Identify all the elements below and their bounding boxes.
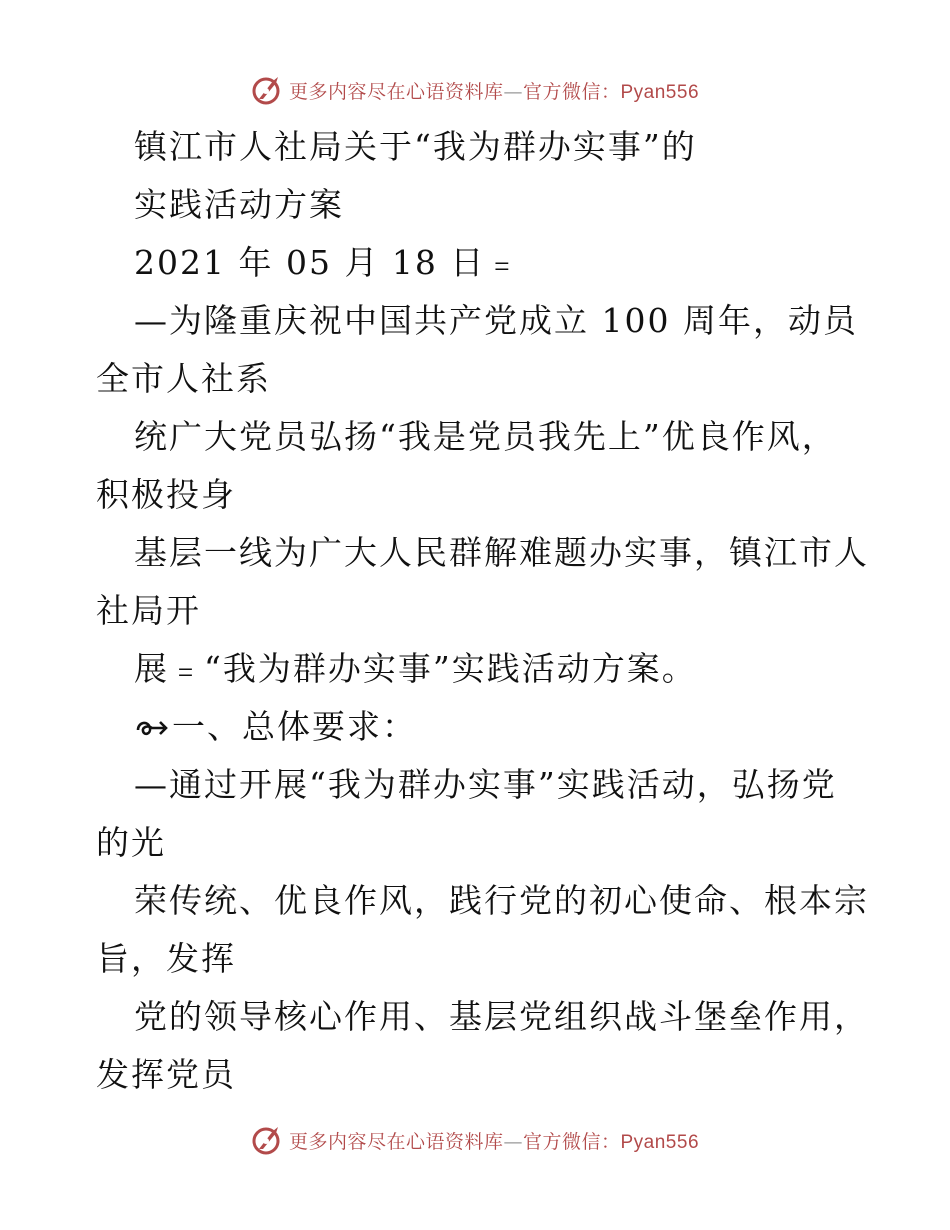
doc-paragraph-line: 社局开 (96, 591, 201, 630)
watermark-wechat-label: 官方微信： (522, 80, 621, 103)
watermark-main: 更多内容尽在心语资料库 (288, 80, 504, 103)
doc-paragraph-line: 的光 (96, 823, 166, 862)
doc-paragraph-line: —为隆重庆祝中国共产党成立 100 周年，动员 (134, 301, 858, 340)
doc-date: 2021 年 05 月 18 日﹦ (134, 243, 521, 282)
watermark-wechat-label: 官方微信： (522, 1130, 621, 1153)
doc-paragraph-line: 荣传统、优良作风，践行党的初心使命、根本宗 (134, 881, 869, 920)
doc-title-line-2: 实践活动方案 (134, 185, 344, 224)
watermark-wechat-id: Pyan556 (620, 1131, 700, 1153)
watermark-main: 更多内容尽在心语资料库 (288, 1130, 504, 1153)
doc-paragraph-line: 积极投身 (96, 475, 236, 514)
section-heading-text: 一、总体要求： (172, 707, 417, 746)
doc-paragraph-line: 党的领导核心作用、基层党组织战斗堡垒作用， (134, 997, 869, 1036)
doc-section-heading (96, 698, 866, 756)
document-body (96, 118, 869, 1104)
pen-logo-icon (251, 1123, 285, 1157)
curl-bullet-icon (134, 716, 170, 740)
doc-paragraph-line: 基层一线为广大人民群解难题办实事，镇江市人 (134, 533, 869, 572)
doc-title-line-1: 镇江市人社局关于“我为群办实事”的 (134, 127, 697, 166)
watermark-banner-top (0, 70, 950, 110)
doc-paragraph-line: 旨，发挥 (96, 939, 236, 978)
doc-paragraph-line: 全市人社系 (96, 359, 271, 398)
watermark-text (289, 77, 699, 104)
watermark-banner-bottom (0, 1120, 950, 1160)
doc-paragraph-line: 统广大党员弘扬“我是党员我先上”优良作风， (134, 417, 837, 456)
watermark-separator: — (503, 80, 523, 103)
doc-paragraph-line: 展﹦“我为群办实事”实践活动方案。 (134, 649, 697, 688)
doc-paragraph-line: 发挥党员 (96, 1055, 236, 1094)
watermark-wechat-id: Pyan556 (620, 81, 700, 103)
watermark-text (289, 1127, 699, 1154)
watermark-separator: — (503, 1130, 523, 1153)
pen-logo-icon (251, 73, 285, 107)
doc-paragraph-line: —通过开展“我为群办实事”实践活动，弘扬党 (134, 765, 837, 804)
